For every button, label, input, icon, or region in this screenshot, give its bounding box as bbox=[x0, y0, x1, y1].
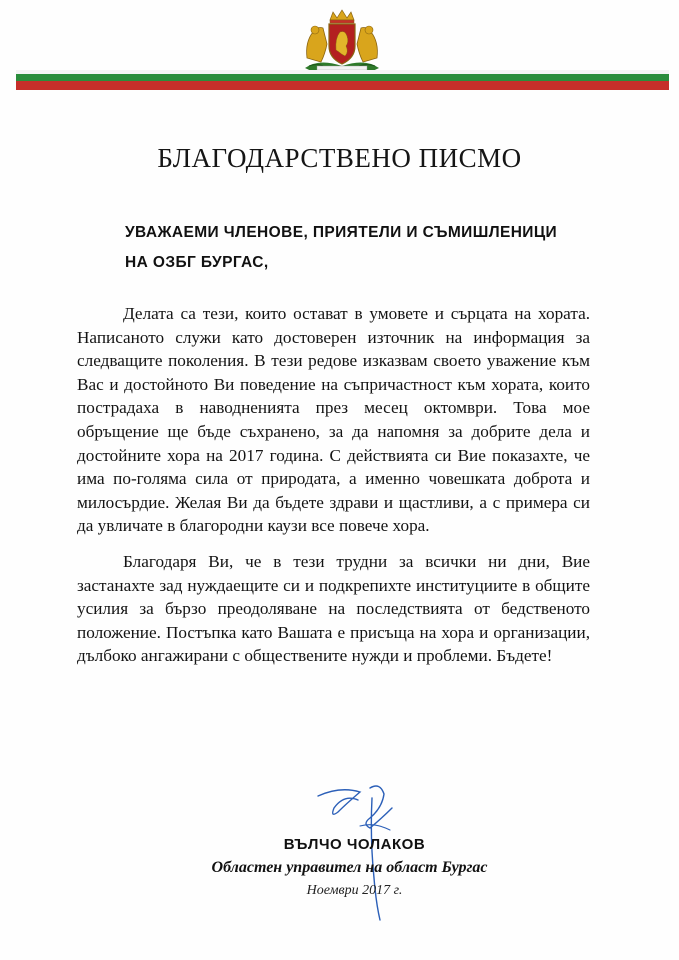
body-paragraph-1: Делата са тези, които остават в умовете и сърцата на хората. Написаното служи като достоверен източник на информация за следващите поколения. В тези редове изказвам своето уважение към Вас и достойното Ви поведение на съпричастност към хората, които пострадаха в наводненията през месец октомври. Това мое обръщение ще бъде съхранено, за да напомня за добрите дела и достойните хора на 2017 година. С действията си Вие показахте, че има по-голяма сила от природата, а именно човешката доброта и милосърдие. Желая Ви да бъдете здрави и щастливи, а с примера си да увличате в благородни каузи все повече хора. bbox=[77, 304, 590, 536]
bulgarian-coat-of-arms-icon bbox=[299, 6, 385, 78]
salutation bbox=[125, 218, 625, 278]
flag-stripe-red bbox=[16, 81, 669, 90]
handwritten-signature bbox=[300, 778, 420, 928]
signer-name: ВЪЛЧО ЧОЛАКОВ bbox=[283, 836, 426, 853]
letter-body bbox=[77, 302, 590, 680]
signer-role: Областен управител на област Бургас bbox=[211, 859, 488, 876]
salutation-line-2: НА ОЗБГ БУРГАС, bbox=[125, 254, 269, 271]
salutation-line-1: УВАЖАЕМИ ЧЛЕНОВЕ, ПРИЯТЕЛИ И СЪМИШЛЕНИЦИ bbox=[125, 224, 558, 241]
letter-date: Ноември 2017 г. bbox=[306, 883, 403, 898]
flag-stripe-green bbox=[16, 74, 669, 81]
letter-title: БЛАГОДАРСТВЕНО ПИСМО bbox=[157, 143, 522, 173]
body-paragraph-2: Благодаря Ви, че в тези трудни за всички ни дни, Вие застанахте зад нуждаещите си и подкрепихте институциите в общите усилия за бързо преодоляване на последствията от бедственото положение. Постъпка като Вашата е присъща на хора и организации, дълбоко ангажирани с обществените нужди и проблеми. Бъдете! bbox=[77, 551, 590, 666]
